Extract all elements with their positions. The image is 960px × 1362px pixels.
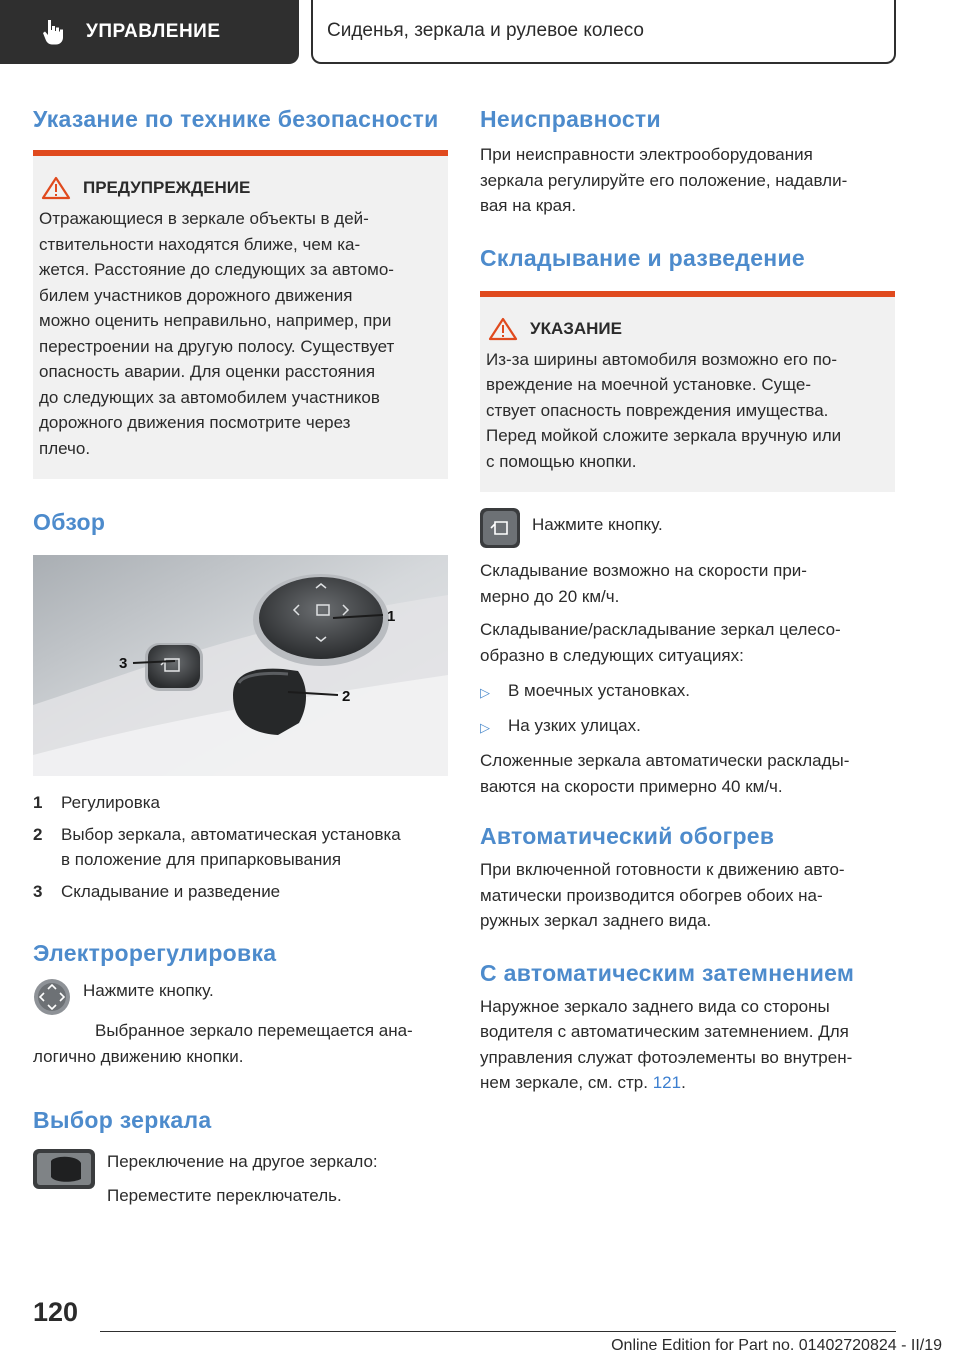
- faults-heading: Неисправности: [480, 106, 661, 132]
- left-column: [33, 100, 448, 1208]
- mirror-move-text: Переместите переключатель.: [107, 1185, 342, 1205]
- bullet-item: [480, 713, 895, 740]
- heating-text: При включенной готовности к движению авто- матически производится обогрев обоих на- ружных зеркал заднего вида.: [480, 860, 845, 930]
- warning-box: [33, 150, 448, 479]
- page-number: 120: [33, 1297, 79, 1327]
- fold-auto: Сложенные зеркала автоматически расклады- ваются на скорости примерно 40 км/ч.: [480, 751, 850, 796]
- legend-text: Регулировка: [61, 793, 160, 812]
- notice-header: [486, 317, 885, 341]
- electric-text: Выбранное зеркало перемещается ана- логично движению кнопки.: [33, 1021, 413, 1066]
- legend-num: 3: [33, 881, 43, 901]
- fold-speed: Складывание возможно на скорости при- мерно до 20 км/ч.: [480, 561, 807, 606]
- legend-item: [33, 879, 448, 905]
- fold-when: Складывание/раскладывание зеркал целесо- образно в следующих ситуациях:: [480, 620, 841, 665]
- mirror-select-row: [33, 1149, 448, 1208]
- overview-heading: Обзор: [33, 509, 106, 535]
- legend-item: [33, 790, 448, 816]
- warning-header: [39, 176, 438, 200]
- electric-text-block: [83, 978, 214, 1016]
- mirror-select-text: [107, 1149, 378, 1208]
- notice-box: [480, 291, 895, 493]
- mirror-selector-switch-icon: [33, 1149, 95, 1189]
- right-column: [480, 100, 895, 1096]
- bullet-text: На узких улицах.: [508, 716, 641, 735]
- heating-heading: Автоматический обогрев: [480, 823, 775, 849]
- legend-text: Выбор зеркала, автоматическая установка в положение для припарковывания: [61, 824, 401, 869]
- callout-2: 2: [342, 688, 351, 705]
- bullet-item: [480, 678, 895, 705]
- safety-heading: Указание по технике безопасности: [33, 106, 439, 132]
- callout-3: 3: [119, 655, 128, 672]
- warning-text: Отражающиеся в зеркале объекты в дей- ствительности находятся ближе, чем ка- жется. Расстояние до следующих за автомо- билем участников дорожного движения можно оценить неправильно, например, при перестроении на другую полосу. Существует опасность аварии. Для оценки расстояния до следующих за автомобилем участников дорожного движения посмотрите через плечо.: [39, 209, 395, 458]
- mirror-select-heading: Выбор зеркала: [33, 1107, 212, 1133]
- dimming-text: Наружное зеркало заднего вида со стороны водителя с автоматическим затемнением. Для управления служат фотоэлементы во внутрен- нем зеркале, см. стр.: [480, 996, 853, 1092]
- warning-triangle-icon: [41, 176, 71, 200]
- fold-heading: Складывание и разведение: [480, 244, 806, 271]
- adjust-button-icon: [33, 978, 71, 1016]
- fold-button-row: [480, 508, 895, 548]
- bullet-text: В моечных установках.: [508, 681, 691, 700]
- edition-text: Online Edition for Part no. 01402720824 - II/19: [611, 1337, 942, 1354]
- section-tab: [0, 0, 299, 64]
- electric-heading: Электрорегулировка: [33, 940, 277, 966]
- section-label: УПРАВЛЕНИЕ: [86, 21, 221, 42]
- page-link[interactable]: 121: [652, 1073, 682, 1092]
- legend-num: 2: [33, 824, 43, 844]
- chapter-tab: Сиденья, зеркала и рулевое колесо: [311, 0, 896, 64]
- fold-button-icon: [480, 508, 520, 548]
- bullet-triangle-icon: ▷: [480, 720, 490, 735]
- dimming-heading: С автоматическим затемнением: [480, 959, 855, 986]
- mirror-switch-text: Переключение на другое зеркало:: [107, 1152, 378, 1171]
- legend-item: [33, 822, 448, 873]
- warning-title: ПРЕДУПРЕЖДЕНИЕ: [83, 178, 251, 197]
- faults-text: При неисправности электрооборудования зеркала регулируйте его положение, надавли- вая на края.: [480, 145, 848, 215]
- callout-1: 1: [387, 608, 396, 625]
- footer-divider: [100, 1331, 896, 1332]
- pointing-hand-icon: [40, 18, 66, 46]
- dimming-paragraph: [480, 994, 895, 1096]
- mirror-controls-photo: [33, 555, 448, 776]
- warning-triangle-icon: [488, 317, 518, 341]
- legend-num: 1: [33, 793, 43, 812]
- bullet-triangle-icon: ▷: [480, 685, 490, 700]
- electric-row: [33, 978, 448, 1016]
- dimming-end: .: [681, 1073, 686, 1092]
- fold-press: Нажмите кнопку.: [532, 515, 663, 534]
- notice-text: Из-за ширины автомобиля возможно его по- вреждение на моечной установке. Суще- ствует опасность повреждения имущества. Перед мойкой сложите зеркала вручную или с помощью кнопки.: [486, 349, 842, 471]
- electric-press: Нажмите кнопку.: [83, 981, 214, 1000]
- notice-title: УКАЗАНИЕ: [530, 318, 622, 338]
- legend-text: Складывание и разведение: [61, 881, 281, 901]
- legend-list: [33, 790, 448, 904]
